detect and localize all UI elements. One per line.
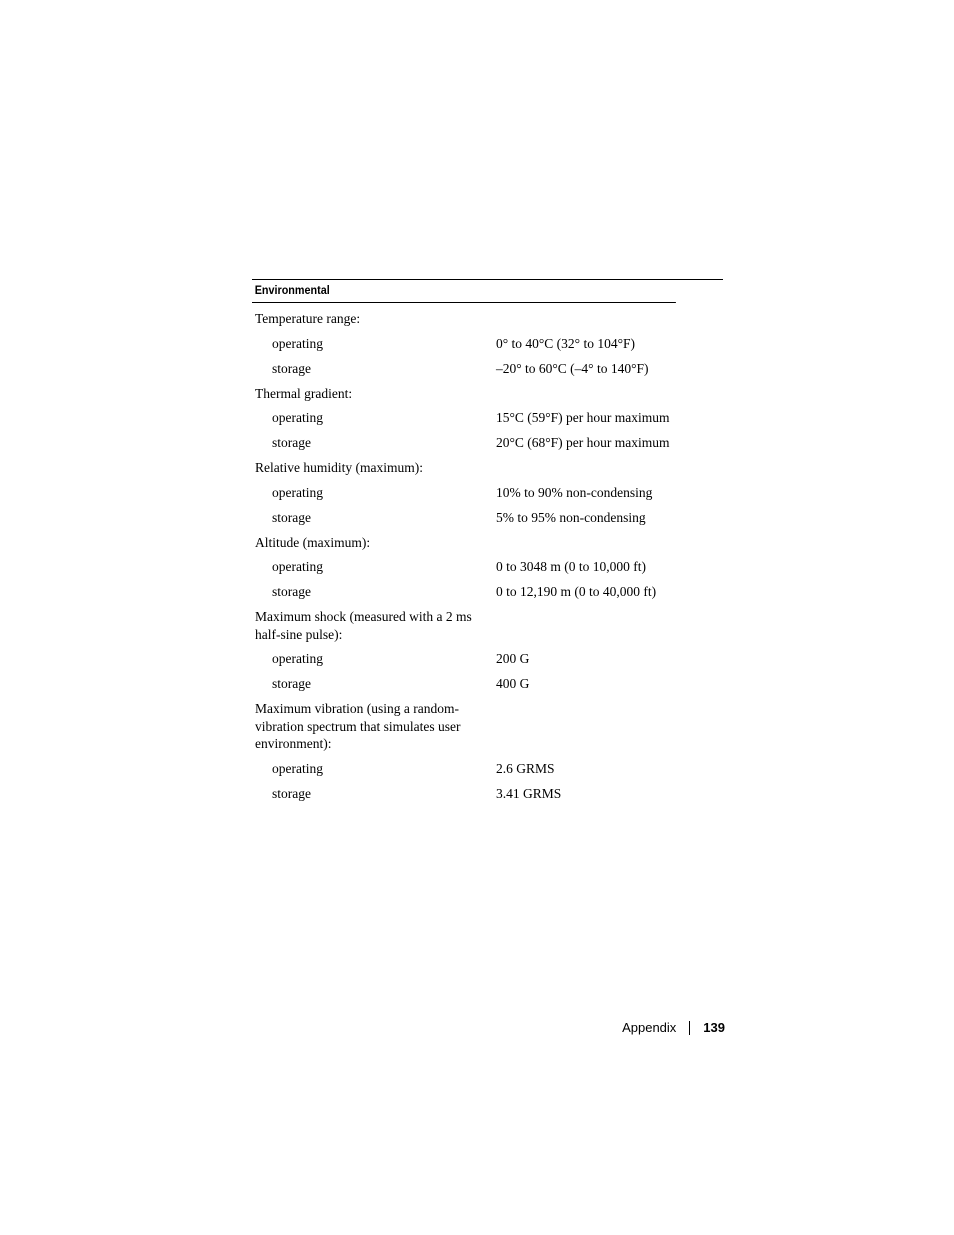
group-label: Maximum shock (measured with a 2 ms half-sine pulse): (255, 609, 472, 642)
table-row (252, 481, 723, 506)
row-label: operating (272, 651, 323, 666)
table-heading: Environmental (252, 280, 676, 303)
environmental-spec-table (252, 279, 723, 807)
footer-divider (689, 1021, 690, 1035)
table-row (252, 782, 723, 807)
row-value: 0 to 3048 m (0 to 10,000 ft) (496, 559, 646, 574)
row-value: 20°C (68°F) per hour maximum (496, 435, 670, 450)
group-label: Relative humidity (maximum): (255, 460, 423, 475)
page-footer (622, 1020, 725, 1036)
table-row (252, 555, 723, 580)
table-row (252, 431, 723, 456)
row-value: 5% to 95% non-condensing (496, 509, 646, 525)
row-value: 3.41 GRMS (496, 785, 562, 801)
row-label: storage (272, 509, 311, 525)
row-label: operating (272, 559, 323, 574)
table-row (252, 406, 723, 431)
group-label: Thermal gradient: (255, 385, 353, 401)
table-row (252, 757, 723, 782)
table-row (252, 332, 723, 357)
page-number: 139 (703, 1020, 725, 1035)
table-row (252, 506, 723, 531)
row-label: storage (272, 676, 311, 691)
row-label: storage (272, 435, 311, 450)
group-label: Temperature range: (255, 311, 361, 326)
table-row (252, 357, 723, 382)
table-group-row (252, 307, 723, 332)
row-value: 200 G (496, 651, 530, 666)
row-label: operating (272, 410, 323, 425)
row-label: storage (272, 360, 311, 376)
row-label: storage (272, 785, 311, 801)
table-row (252, 647, 723, 672)
footer-section-label: Appendix (622, 1020, 677, 1035)
table-body (252, 303, 723, 807)
row-value: –20° to 60°C (–4° to 140°F) (496, 360, 649, 376)
table-group-row (252, 456, 723, 481)
row-label: operating (272, 760, 323, 776)
row-label: storage (272, 584, 311, 599)
table-row (252, 580, 723, 605)
row-value: 400 G (496, 676, 530, 691)
table-group-row (252, 531, 723, 556)
row-label: operating (272, 335, 323, 351)
row-value: 10% to 90% non-condensing (496, 484, 653, 500)
row-value: 2.6 GRMS (496, 760, 555, 776)
table-group-row (252, 382, 723, 407)
row-value: 15°C (59°F) per hour maximum (496, 410, 670, 425)
group-label: Altitude (maximum): (255, 534, 371, 550)
group-label: Maximum vibration (using a random-vibration spectrum that simulates user environment): (255, 701, 461, 751)
row-value: 0 to 12,190 m (0 to 40,000 ft) (496, 584, 657, 599)
table-group-row (252, 605, 723, 647)
row-label: operating (272, 484, 323, 500)
table-group-row (252, 697, 723, 757)
table-row (252, 672, 723, 697)
row-value: 0° to 40°C (32° to 104°F) (496, 335, 635, 351)
